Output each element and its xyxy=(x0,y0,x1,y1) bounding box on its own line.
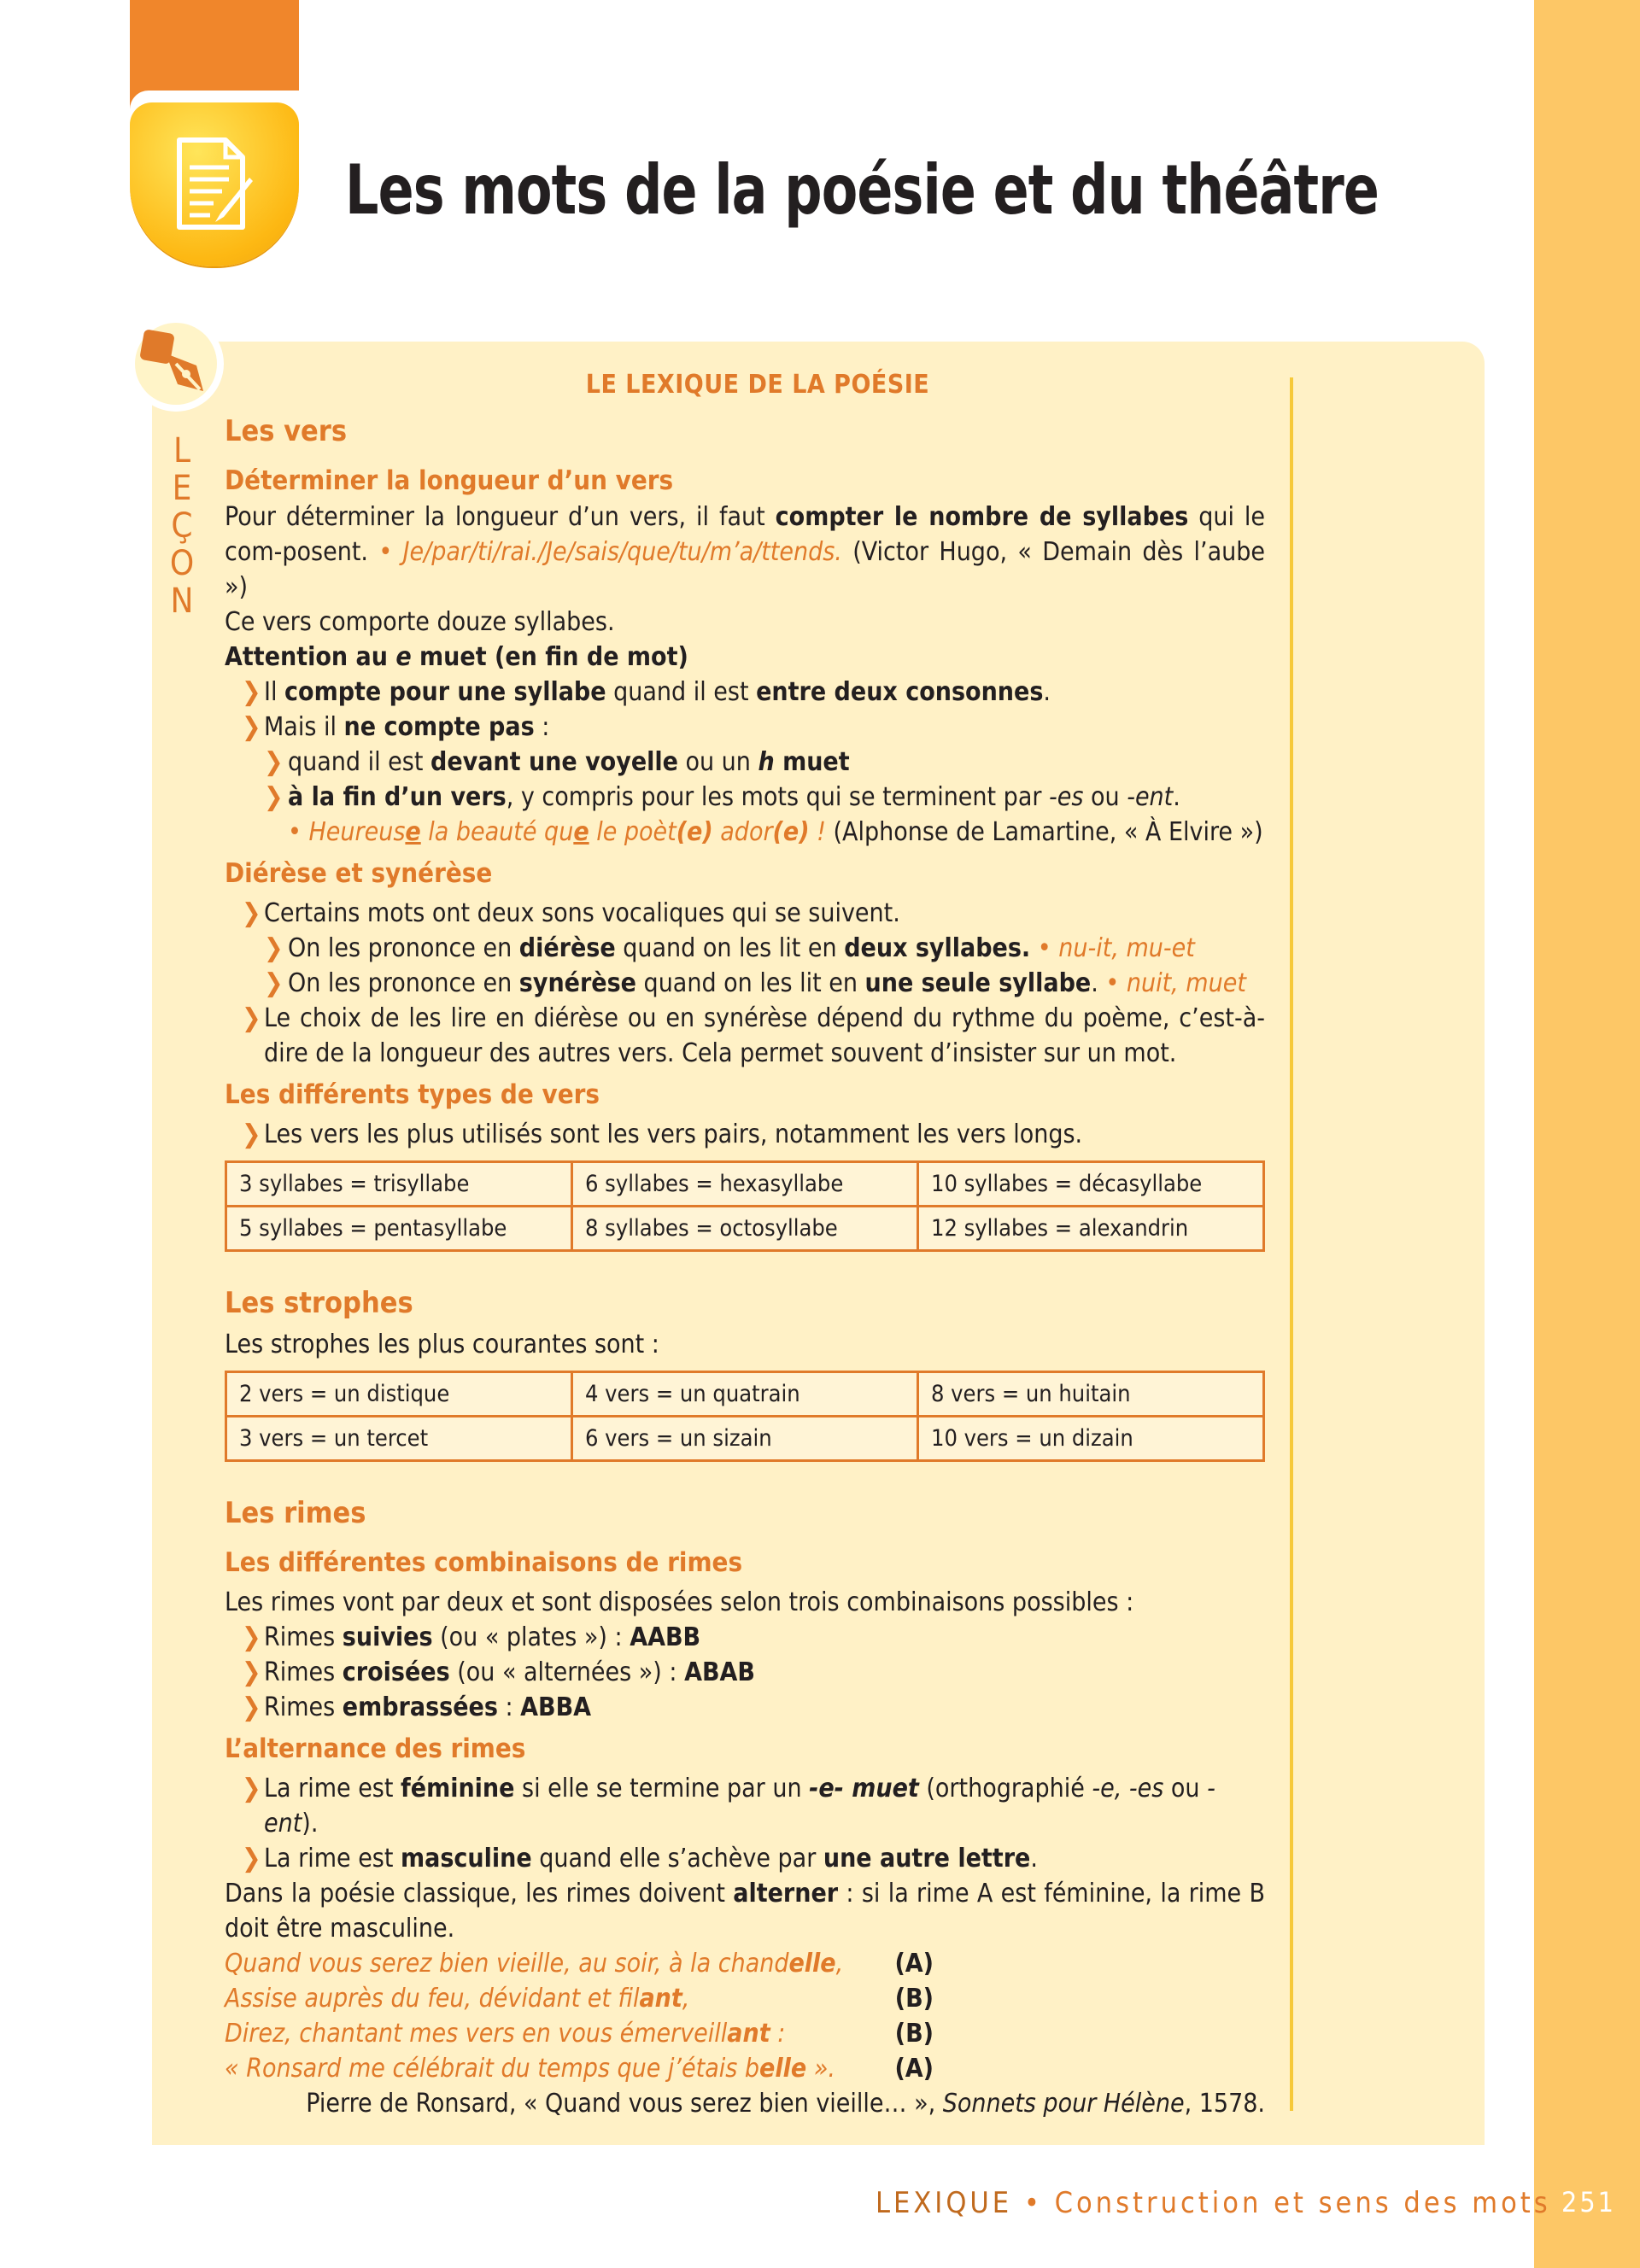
table-cell: 12 syllabes = alexandrin xyxy=(918,1207,1264,1251)
paragraph-line: Ce vers comporte douze syllabes. xyxy=(225,607,615,637)
text: , xyxy=(682,1984,690,2014)
text-italic: -es xyxy=(1049,782,1084,812)
text: le poèt xyxy=(589,817,676,847)
list-item xyxy=(225,896,1265,931)
text: : xyxy=(497,1692,521,1722)
text: (ou « plates ») : xyxy=(432,1622,630,1652)
text-underlined: e xyxy=(405,817,421,847)
text-bold: deux syllabes. xyxy=(844,933,1031,963)
table-cell: 8 syllabes = octosyllabe xyxy=(572,1207,918,1251)
text-italic: h xyxy=(758,747,775,777)
text: La rime est xyxy=(264,1844,401,1873)
chevron-right-icon: ❯ xyxy=(264,933,284,963)
text-underlined: e xyxy=(573,817,589,847)
text: ou xyxy=(1163,1774,1208,1803)
chevron-right-icon: ❯ xyxy=(242,1774,261,1803)
lesson-badge xyxy=(128,316,224,412)
text: quand elle s’achève par xyxy=(531,1844,823,1873)
text: quand on les lit en xyxy=(636,968,865,998)
bullet-dot: • xyxy=(288,817,309,847)
panel-rule xyxy=(1290,377,1293,2111)
table-vers xyxy=(225,1160,1265,1252)
example: nu-it, mu-et xyxy=(1058,933,1195,963)
table-row xyxy=(226,1207,1264,1251)
attention-line xyxy=(225,640,1265,675)
table-cell: 6 vers = un sizain xyxy=(572,1417,918,1461)
text: Le choix de les lire en diérèse ou en synérèse dépend du rythme du poème, c’est-à-dire de la longueur des autres vers. Cela permet souvent d’insister sur un mot. xyxy=(264,1003,1265,1068)
table-row xyxy=(226,1417,1264,1461)
text: ! xyxy=(809,817,826,847)
text-bold: diérèse xyxy=(518,933,616,963)
heading-vers: Les vers xyxy=(225,414,348,448)
example xyxy=(309,817,826,847)
text: Il xyxy=(264,677,285,707)
text-bold: suivies xyxy=(342,1622,433,1652)
text: Assise auprès du feu, dévidant et fil xyxy=(225,1984,640,2014)
list-item xyxy=(225,745,1265,780)
text: . xyxy=(1043,677,1051,707)
text-italic: -e, -es xyxy=(1092,1774,1164,1803)
list-item xyxy=(225,1841,1265,1876)
table-cell: 3 vers = un tercet xyxy=(226,1417,572,1461)
text: Heureus xyxy=(308,817,406,847)
text-bold: (e) xyxy=(676,817,713,847)
poem xyxy=(225,1946,1265,2086)
text-bold: alterner xyxy=(733,1879,839,1909)
poem-verse xyxy=(225,2051,835,2086)
text: Pour déterminer la longueur d’un vers, il faut xyxy=(225,502,776,532)
footer-bullet: • xyxy=(1023,2186,1043,2220)
text: Mais il xyxy=(264,712,344,742)
text: : xyxy=(770,2019,786,2049)
text: : xyxy=(534,712,550,742)
text: Attention au xyxy=(225,642,396,672)
table-cell: 10 syllabes = décasyllabe xyxy=(918,1162,1264,1207)
document-pencil-icon xyxy=(176,137,258,232)
rhyme: elle xyxy=(788,1949,836,1979)
text: La rime est xyxy=(264,1774,401,1803)
text: ou un xyxy=(677,747,758,777)
text: la beauté qu xyxy=(420,817,574,847)
text: Certains mots ont deux sons vocaliques qui se suivent. xyxy=(264,898,900,928)
side-label-lecon xyxy=(166,432,200,620)
list-item xyxy=(225,780,1265,815)
rhyme: ant xyxy=(727,2019,770,2049)
subheading-longueur: Déterminer la longueur d’un vers xyxy=(225,465,674,496)
footer-lexique: LEXIQUE xyxy=(876,2186,1013,2220)
source: (Alphonse de Lamartine, « À Elvire ») xyxy=(825,817,1263,847)
bullet-dot: • xyxy=(1105,968,1120,998)
text: quand il est xyxy=(288,747,430,777)
text: . xyxy=(1173,782,1180,812)
chevron-right-icon: ❯ xyxy=(242,712,261,742)
chevron-right-icon: ❯ xyxy=(242,1622,261,1652)
paragraph-classique xyxy=(225,1876,1265,1946)
text-bold: (e) xyxy=(772,817,810,847)
poem-line xyxy=(225,1981,934,2016)
text: (orthographié xyxy=(918,1774,1092,1803)
text: Direz, chantant mes vers en vous émerveill xyxy=(225,2019,728,2049)
example: Je/par/ti/rai./Je/sais/que/tu/m’a/ttends. xyxy=(402,537,842,567)
example-line xyxy=(225,815,1265,850)
text: , 1578. xyxy=(1184,2089,1265,2119)
chevron-right-icon: ❯ xyxy=(264,747,284,777)
table-cell: 10 vers = un dizain xyxy=(918,1417,1264,1461)
list-item xyxy=(225,1620,1265,1655)
poem-verse xyxy=(225,1946,843,1981)
rhyme-tag: (B) xyxy=(894,2019,934,2049)
list-item xyxy=(225,931,1265,966)
bullet-dot: • xyxy=(1037,933,1051,963)
list-item xyxy=(225,675,1265,710)
text: Quand vous serez bien vieille, au soir, à la chand xyxy=(225,1949,789,1979)
table-strophes xyxy=(225,1371,1265,1462)
text: si elle se termine par un xyxy=(514,1774,810,1803)
poem-verse xyxy=(225,2016,785,2051)
subheading-types: Les différents types de vers xyxy=(225,1079,600,1110)
text: Rimes xyxy=(264,1657,343,1687)
text: Pierre de Ronsard, « Quand vous serez bien vieille… », xyxy=(306,2089,943,2119)
section-title: LE LEXIQUE DE LA POÉSIE xyxy=(585,370,930,400)
paragraph-longueur xyxy=(225,500,1265,605)
page-title: Les mots de la poésie et du théâtre xyxy=(345,150,1379,230)
fountain-pen-nib-icon xyxy=(135,323,217,405)
subheading-combinaisons: Les différentes combinaisons de rimes xyxy=(225,1547,743,1578)
heading-rimes: Les rimes xyxy=(225,1496,366,1530)
paragraph-strophes: Les strophes les plus courantes sont : xyxy=(225,1330,659,1359)
list-item xyxy=(225,710,1265,745)
text-italic: -ent xyxy=(1127,782,1174,812)
text-bold: AABB xyxy=(630,1622,701,1652)
text: , y compris pour les mots qui se terminent par xyxy=(506,782,1050,812)
text-bold: une seule syllabe xyxy=(864,968,1092,998)
chapter-badge xyxy=(130,91,299,270)
text: ador xyxy=(712,817,773,847)
text: « Ronsard me célébrait du temps que j’étais b xyxy=(225,2054,760,2084)
text: ». xyxy=(806,2054,835,2084)
text: ou xyxy=(1083,782,1128,812)
text: , xyxy=(835,1949,844,1979)
chevron-right-icon: ❯ xyxy=(264,782,284,812)
right-color-strip xyxy=(1534,0,1640,2268)
table-cell: 6 syllabes = hexasyllabe xyxy=(572,1162,918,1207)
example: nuit, muet xyxy=(1126,968,1246,998)
chevron-right-icon: ❯ xyxy=(242,1119,261,1149)
list-item xyxy=(225,966,1265,1001)
footer xyxy=(876,2186,1551,2220)
text-bold: masculine xyxy=(401,1844,532,1873)
heading-strophes: Les strophes xyxy=(225,1286,413,1320)
source: (Victor Hugo, « Demain dès l’aube ») xyxy=(225,537,1266,602)
chevron-right-icon: ❯ xyxy=(264,968,284,998)
text: . xyxy=(1030,1844,1038,1873)
page-number: 251 xyxy=(1561,2186,1616,2218)
text-bold: ne compte pas xyxy=(343,712,535,742)
text: quand il est xyxy=(606,677,757,707)
text-bold: compte pour une syllabe xyxy=(284,677,606,707)
text: muet (en fin de mot) xyxy=(411,642,688,672)
chevron-right-icon: ❯ xyxy=(242,1844,261,1873)
text-bold: embrassées xyxy=(342,1692,498,1722)
chevron-right-icon: ❯ xyxy=(242,898,261,928)
text-bold: ABBA xyxy=(520,1692,592,1722)
text: On les prononce en xyxy=(288,933,519,963)
text-italic: Sonnets pour Hélène xyxy=(942,2089,1185,2119)
chevron-right-icon: ❯ xyxy=(242,1003,261,1033)
text: quand on les lit en xyxy=(615,933,845,963)
text-bold: une autre lettre xyxy=(823,1844,1031,1873)
poem-line xyxy=(225,2051,934,2086)
text-bold-italic: -e- muet xyxy=(809,1774,919,1803)
poem-source xyxy=(225,2086,1265,2121)
table-cell: 4 vers = un quatrain xyxy=(572,1372,918,1417)
text-bold: croisées xyxy=(342,1657,450,1687)
poem-line xyxy=(225,2016,934,2051)
rhyme-tag: (A) xyxy=(894,1949,934,1979)
text-bold: entre deux consonnes xyxy=(756,677,1044,707)
rhyme-tag: (A) xyxy=(894,2054,934,2084)
table-cell: 3 syllabes = trisyllabe xyxy=(226,1162,572,1207)
chevron-right-icon: ❯ xyxy=(242,1657,261,1687)
poem-line xyxy=(225,1946,934,1981)
text-bold: compter le nombre de syllabes xyxy=(775,502,1189,532)
rhyme-tag: (B) xyxy=(894,1984,934,2014)
table-row xyxy=(226,1162,1264,1207)
poem-verse xyxy=(225,1981,689,2016)
text-italic: -ent xyxy=(264,1774,1215,1838)
chevron-right-icon: ❯ xyxy=(242,677,261,707)
subheading-alternance: L’alternance des rimes xyxy=(225,1733,526,1764)
text: . xyxy=(1091,968,1098,998)
text-italic: e xyxy=(395,642,412,672)
table-cell: 8 vers = un huitain xyxy=(918,1372,1264,1417)
list-item xyxy=(225,1690,1265,1725)
rhyme: ant xyxy=(639,1984,682,2014)
text: Dans la poésie classique, les rimes doivent xyxy=(225,1879,734,1909)
table-row xyxy=(226,1372,1264,1417)
paragraph-rimes: Les rimes vont par deux et sont disposées selon trois combinaisons possibles : xyxy=(225,1587,1134,1617)
text: Rimes xyxy=(264,1692,343,1722)
side-label-text: LEÇON xyxy=(169,431,196,621)
text: Rimes xyxy=(264,1622,343,1652)
text-bold: synérèse xyxy=(518,968,636,998)
text: ). xyxy=(302,1809,319,1838)
text: (ou « alternées ») : xyxy=(449,1657,685,1687)
list-item xyxy=(225,1001,1265,1071)
text: On les prononce en xyxy=(288,968,519,998)
list-item xyxy=(225,1117,1265,1152)
text-bold: à la fin d’un vers xyxy=(288,782,507,812)
subheading-dierese: Diérèse et synérèse xyxy=(225,858,493,889)
table-cell: 2 vers = un distique xyxy=(226,1372,572,1417)
text: Les vers les plus utilisés sont les vers pairs, notamment les vers longs. xyxy=(264,1119,1083,1149)
table-cell: 5 syllabes = pentasyllabe xyxy=(226,1207,572,1251)
list-item xyxy=(225,1771,1265,1841)
text-bold: ABAB xyxy=(684,1657,755,1687)
text-bold: devant une voyelle xyxy=(430,747,678,777)
footer-subtitle: Construction et sens des mots xyxy=(1054,2186,1551,2220)
lesson-content xyxy=(225,367,1265,2121)
text-bold: féminine xyxy=(401,1774,515,1803)
text: qui le com-posent. xyxy=(225,502,1266,567)
rhyme: elle xyxy=(759,2054,807,2084)
text-bold: muet xyxy=(774,747,850,777)
chevron-right-icon: ❯ xyxy=(242,1692,261,1722)
text: : si la rime A est féminine, la rime B doit être masculine. xyxy=(225,1879,1266,1944)
bullet-dot: • xyxy=(378,537,403,567)
list-item xyxy=(225,1655,1265,1690)
